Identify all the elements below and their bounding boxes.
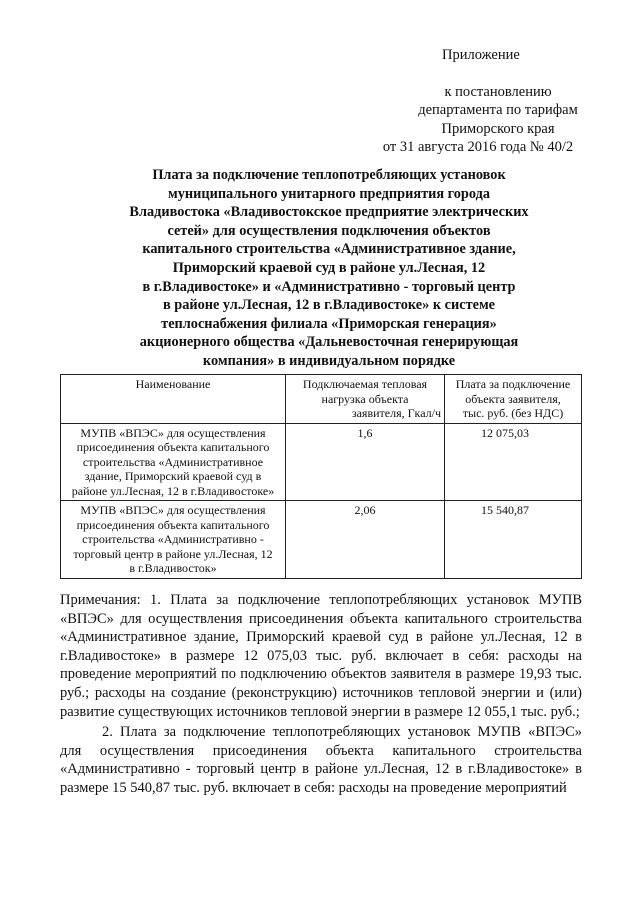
- header-line: нагрузка объекта: [321, 391, 409, 406]
- row-name: [61, 501, 286, 579]
- tariff-table: [60, 374, 582, 579]
- note-paragraph-1: Примечания: 1. Плата за подключение теплопотребляющих установок МУПВ «ВПЭС» для осуществления присоединения объекта капитального строительства «Административное здание, Приморский краевой суд в районе ул.Лесная, 12 в г.Владивостоке» в размере 12 075,03 тыс. руб. включает в себя: расходы на проведение мероприятий по подключению объектов заявителя в размере 19,93 тыс. руб.; расходы на создание (реконструкцию) источников тепловой энергии и (или) развитие существующих источников тепловой энергии в размере 12 055,1 тыс. руб.;: [60, 592, 582, 720]
- header-fee: [445, 375, 582, 424]
- title-line: акционерного общества «Дальневосточная генерирующая: [139, 334, 519, 351]
- name-line: здание, Приморский краевой суд в: [84, 469, 262, 483]
- row-load: 2,06: [286, 501, 445, 579]
- name-line: торговый центр в районе ул.Лесная, 12: [73, 546, 273, 561]
- appendix-line: от 31 августа 2016 года № 40/2: [382, 139, 574, 155]
- name-line: строительства «Административно -: [82, 532, 264, 546]
- name-line: присоединения объекта капитального: [76, 517, 270, 532]
- appendix-block: [358, 46, 598, 157]
- row-fee: 15 540,87: [445, 501, 582, 579]
- document-title: [88, 166, 570, 371]
- row-load: 1,6: [286, 423, 445, 501]
- notes-block: [60, 591, 582, 798]
- header-line: Наименование: [135, 377, 211, 391]
- appendix-line: к постановлению: [444, 83, 552, 100]
- name-line: МУПВ «ВПЭС» для осуществления: [80, 425, 266, 440]
- title-line: муниципального унитарного предприятия города: [167, 185, 490, 202]
- appendix-word: Приложение: [442, 47, 520, 63]
- title-line: теплоснабжения филиала «Приморская генерация»: [161, 315, 497, 332]
- header-line: тыс. руб. (без НДС): [462, 406, 564, 420]
- title-line: в районе ул.Лесная, 12 в г.Владивостоке» к системе: [162, 297, 496, 314]
- title-line: капитального строительства «Административное здание,: [142, 241, 516, 258]
- title-line: Владивостока «Владивостокское предприятие электрических: [129, 204, 529, 221]
- appendix-line: департамента по тарифам: [418, 102, 578, 118]
- row-fee: 12 075,03: [445, 423, 582, 501]
- header-line: Плата за подключение: [455, 377, 571, 391]
- name-line: строительства «Административное: [82, 454, 264, 469]
- table-header-row: [61, 375, 582, 424]
- header-line: Подключаемая тепловая: [302, 377, 428, 391]
- title-line: компания» в индивидуальном порядке: [202, 352, 456, 369]
- table-row: [61, 423, 582, 501]
- header-line: объекта заявителя,: [465, 391, 561, 406]
- header-name: [61, 375, 286, 424]
- row-name: [61, 423, 286, 501]
- title-line: сетей» для осуществления подключения объектов: [167, 222, 491, 239]
- appendix-line: Приморского края: [441, 120, 555, 137]
- header-load: [286, 375, 445, 424]
- title-line: Плата за подключение теплопотребляющих установок: [152, 167, 506, 183]
- title-line: Приморский краевой суд в районе ул.Лесная, 12: [172, 259, 486, 276]
- header-line: заявителя, Гкал/ч: [351, 406, 441, 420]
- name-line: МУПВ «ВПЭС» для осуществления: [80, 503, 266, 517]
- name-line: районе ул.Лесная, 12 в г.Владивостоке»: [71, 483, 275, 498]
- name-line: в г.Владивосток»: [129, 561, 217, 575]
- note-paragraph-2: 2. Плата за подключение теплопотребляющих установок МУПВ «ВПЭС» для осуществления присоединения объекта капитального строительства «Административно - торговый центр в районе ул.Лесная, 12 в г.Владивостоке» в размере 15 540,87 тыс. руб. включает в себя: расходы на проведение мероприятий: [60, 724, 582, 796]
- table-row: [61, 501, 582, 579]
- title-line: в г.Владивостоке» и «Административно - торговый центр: [142, 278, 516, 295]
- name-line: присоединения объекта капитального: [76, 440, 270, 454]
